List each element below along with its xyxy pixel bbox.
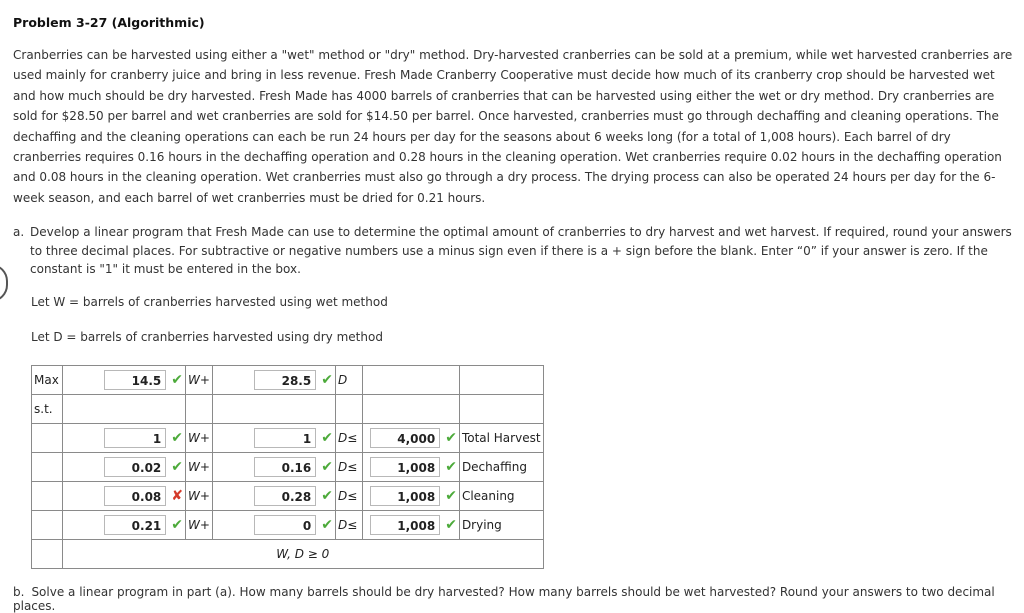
check-icon: ✔ [171, 459, 183, 475]
objective-d-cell [212, 366, 335, 395]
empty-cell [63, 395, 186, 424]
empty-cell [32, 424, 63, 453]
constraint-w-var: W+ [186, 482, 213, 511]
check-icon: ✔ [321, 517, 333, 533]
max-label: Max [32, 366, 63, 395]
check-icon: ✔ [445, 459, 457, 475]
check-icon: ✔ [445, 517, 457, 533]
empty-cell [186, 395, 213, 424]
check-icon: ✔ [445, 430, 457, 446]
st-label: s.t. [32, 395, 63, 424]
constraint-d-input[interactable]: 0.16 [254, 457, 316, 477]
constraint-w-input[interactable]: 0.08 [104, 486, 166, 506]
constraint-name: Cleaning [459, 482, 543, 511]
side-marker-icon [0, 264, 8, 302]
constraint-w-input[interactable]: 1 [104, 428, 166, 448]
constraint-d-input[interactable]: 0.28 [254, 486, 316, 506]
objective-w-cell [63, 366, 186, 395]
constraint-w-var: W+ [186, 511, 213, 540]
constraint-name: Total Harvest [459, 424, 543, 453]
part-a-label: a. [13, 225, 25, 239]
check-icon: ✔ [321, 488, 333, 504]
empty-cell [362, 395, 459, 424]
empty-cell [32, 482, 63, 511]
constraint-rhs-input[interactable]: 1,008 [370, 515, 440, 535]
empty-cell [362, 366, 459, 395]
objective-row [32, 366, 544, 395]
empty-cell [32, 540, 63, 569]
check-icon: ✔ [321, 459, 333, 475]
let-w-definition: Let W = barrels of cranberries harvested using wet method [31, 295, 388, 309]
constraint-name: Drying [459, 511, 543, 540]
check-icon: ✔ [171, 372, 183, 388]
let-d-definition: Let D = barrels of cranberries harvested using dry method [31, 330, 383, 344]
constraint-w-input[interactable]: 0.21 [104, 515, 166, 535]
empty-cell [459, 395, 543, 424]
st-row [32, 395, 544, 424]
constraint-name: Dechaffing [459, 453, 543, 482]
nonnegativity-constraint: W, D ≥ 0 [63, 540, 544, 569]
objective-d-var: D [335, 366, 362, 395]
constraint-row [32, 424, 544, 453]
constraint-d-var: D≤ [335, 424, 362, 453]
problem-description: Cranberries can be harvested using either a "wet" method or "dry" method. Dry-harvested cranberries can be sold at a premium, while wet harvested cranberries are used mainly for cranberry juice and bring in less revenue. Fresh Made Cranberry Cooperative must decide how much of its cranberry crop should be harvested wet and how much should be dry harvested. Fresh Made has 4000 barrels of cranberries that can be harvested using either the wet or dry method. Dry cranberries are sold for $28.50 per barrel and wet cranberries are sold for $14.50 per barrel. Once harvested, cranberries must go through dechaffing and cleaning operations. The dechaffing and the cleaning operations can each be run 24 hours per day for the seasons about 6 weeks long (for a total of 1,008 hours). Each barrel of dry cranberries requires 0.16 hours in the dechaffing operation and 0.28 hours in the cleaning operation. Wet cranberries require 0.02 hours in the dechaffing operation and 0.08 hours in the cleaning operation. Wet cranberries must also go through a dry process. The drying process can also be operated 24 hours per day for the 6-week season, and each barrel of wet cranberries must be dried for 0.21 hours. [13, 48, 1013, 205]
part-a-instructions: Develop a linear program that Fresh Made can use to determine the optimal amount of cranberries to dry harvest and wet harvest. If required, round your answers to three decimal places. For subtractive or negative numbers use a minus sign even if there is a + sign before the blank. Enter “0” if your answer is zero. If the constant is "1" it must be entered in the box. [30, 225, 1012, 276]
constraint-d-input[interactable]: 0 [254, 515, 316, 535]
constraint-w-var: W+ [186, 424, 213, 453]
objective-d-input[interactable]: 28.5 [254, 370, 316, 390]
constraint-rhs-input[interactable]: 4,000 [370, 428, 440, 448]
constraint-w-input[interactable]: 0.02 [104, 457, 166, 477]
constraint-d-input[interactable]: 1 [254, 428, 316, 448]
constraint-rhs-input[interactable]: 1,008 [370, 457, 440, 477]
constraint-w-var: W+ [186, 453, 213, 482]
constraint-d-var: D≤ [335, 482, 362, 511]
constraint-d-var: D≤ [335, 453, 362, 482]
constraint-rhs-input[interactable]: 1,008 [370, 486, 440, 506]
objective-w-var: W+ [186, 366, 213, 395]
problem-title: Problem 3-27 (Algorithmic) [13, 15, 205, 30]
empty-cell [459, 366, 543, 395]
check-icon: ✔ [171, 430, 183, 446]
check-icon: ✔ [321, 372, 333, 388]
empty-cell [32, 511, 63, 540]
empty-cell [32, 453, 63, 482]
constraint-row [32, 482, 544, 511]
part-b-question: Solve a linear program in part (a). How many barrels should be dry harvested? How many barrels should be wet harvested? Round your answers to two decimal places. [13, 585, 995, 613]
objective-w-input[interactable]: 14.5 [104, 370, 166, 390]
constraint-row [32, 511, 544, 540]
constraint-d-var: D≤ [335, 511, 362, 540]
empty-cell [335, 395, 362, 424]
part-b [13, 585, 1024, 613]
lp-model-table [31, 365, 544, 569]
x-mark-icon: ✘ [171, 488, 183, 504]
check-icon: ✔ [171, 517, 183, 533]
check-icon: ✔ [321, 430, 333, 446]
constraint-row [32, 453, 544, 482]
part-b-label: b. [13, 585, 25, 599]
nonnegativity-row [32, 540, 544, 569]
empty-cell [212, 395, 335, 424]
check-icon: ✔ [445, 488, 457, 504]
